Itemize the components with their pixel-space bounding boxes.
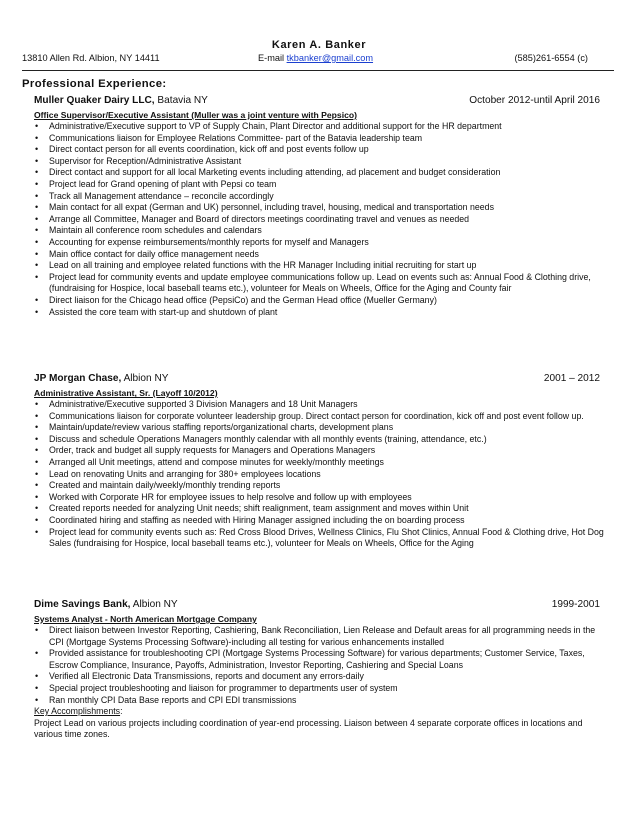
duty-item: • Verified all Electronic Data Transmissions, reports and document any errors-daily: [22, 671, 612, 683]
duty-item: • Direct contact and support for all local Marketing events including attending, ad placement and budget consideration: [22, 167, 612, 179]
duty-item: • Discuss and schedule Operations Managers monthly calendar with all monthly events (training, attendance, etc.): [22, 434, 612, 446]
job-header: [22, 95, 612, 109]
duty-item: • Worked with Corporate HR for employee issues to help resolve and follow up with employees: [22, 492, 612, 504]
key-accomplishments-heading: [22, 706, 612, 718]
duty-item: • Main office contact for daily office management needs: [22, 249, 612, 261]
duty-item: • Communications liaison for Employee Relations Committee- part of the Batavia leadership team: [22, 133, 612, 145]
job-role: Office Supervisor/Executive Assistant (Muller was a joint venture with Pepsico): [34, 110, 357, 120]
duty-item: • Provided assistance for troubleshooting CPI (Mortgage Systems Processing Software) for various departments; Customer Service, Taxes, Escrow Compliance, Insurance, Payoffs, Administration, Investor Reporting, Cashiering and Special Loans: [22, 648, 612, 671]
key-accomplishments-colon: :: [120, 706, 123, 717]
candidate-name: Karen A. Banker: [271, 39, 367, 51]
duty-item: • Administrative/Executive support to VP of Supply Chain, Plant Director and additional support for the HR department: [22, 121, 612, 133]
company-line: [34, 373, 168, 384]
header-divider: [22, 70, 614, 71]
duty-item: • Direct liaison between Investor Reporting, Cashiering, Bank Reconciliation, Lien Release and Default areas for all programming needs in the CPI (Mortgage Systems Processing Software)-including all testing for various enhancements installed: [22, 625, 612, 648]
company-name: Dime Savings Bank,: [34, 599, 131, 610]
email-label: E-mail: [258, 53, 287, 63]
duty-item: • Direct liaison for the Chicago head office (PepsiCo) and the German Head office (Mueller Germany): [22, 295, 612, 307]
duty-item: • Coordinated hiring and staffing as needed with Hiring Manager assigned including the on boarding process: [22, 515, 612, 527]
duty-item: • Administrative/Executive supported 3 Division Managers and 18 Unit Managers: [22, 399, 612, 411]
job-dates: October 2012-until April 2016: [469, 95, 600, 106]
duty-item: • Special project troubleshooting and liaison for programmer to departments user of system: [22, 683, 612, 695]
duty-item: • Accounting for expense reimbursements/monthly reports for myself and Managers: [22, 237, 612, 249]
duty-item: • Lead on all training and employee related functions with the HR Manager Including initial recruiting for start up: [22, 260, 612, 272]
job-header: [22, 373, 612, 387]
email-block: [258, 53, 373, 63]
company-line: [34, 95, 208, 106]
duty-item: • Maintain/update/review various staffing reports/organizational charts, development plans: [22, 422, 612, 434]
key-accomplishments-label: Key Accomplishments: [34, 706, 121, 717]
duty-item: • Assisted the core team with start-up and shutdown of plant: [22, 307, 612, 319]
job-duties: [22, 625, 612, 706]
job-role: Administrative Assistant, Sr. (Layoff 10/2012): [34, 388, 218, 398]
duty-item: • Project lead for Grand opening of plant with Pepsi co team: [22, 179, 612, 191]
phone: (585)261-6554 (c): [514, 53, 588, 63]
job-dates: 1999-2001: [551, 599, 600, 610]
company-name: Muller Quaker Dairy LLC,: [34, 95, 155, 106]
job-header: [22, 599, 612, 613]
duty-item: • Communications liaison for corporate volunteer leadership group. Direct contact person for coordination, kick off and post event follow up.: [22, 411, 612, 423]
duty-item: • Arrange all Committee, Manager and Board of directors meetings coordinating travel and venues as needed: [22, 214, 612, 226]
duty-item: • Project lead for community events and update employee communications follow up. Lead on events such as: Annual Food & Clothing drive, (fundraising for Hospice, local baseball teams etc.), volunteer for Meals on Wheels, Office for the Aging and County fair: [22, 272, 612, 295]
job-entry: [22, 373, 612, 550]
company-location: Albion NY: [130, 599, 178, 610]
duty-item: • Created reports needed for analyzing Unit needs; shift realignment, team assignment and moves within Unit: [22, 503, 612, 515]
duty-item: • Direct contact person for all events coordination, kick off and post events follow up: [22, 144, 612, 156]
email-link[interactable]: tkbanker@gmail.com: [286, 53, 374, 63]
duty-item: • Maintain all conference room schedules and calendars: [22, 225, 612, 237]
duty-item: • Ran monthly CPI Data Base reports and CPI EDI transmissions: [22, 695, 612, 707]
job-duties: [22, 121, 612, 318]
company-name: JP Morgan Chase,: [34, 373, 122, 384]
company-location: Albion NY: [121, 373, 169, 384]
address: 13810 Allen Rd. Albion, NY 14411: [22, 53, 160, 63]
duty-item: • Main contact for all expat (German and UK) personnel, including travel, housing, medical and transportation needs: [22, 202, 612, 214]
duty-item: • Track all Management attendance – reconcile accordingly: [22, 191, 612, 203]
section-title: Professional Experience:: [22, 78, 167, 90]
duty-item: • Supervisor for Reception/Administrative Assistant: [22, 156, 612, 168]
key-accomplishments-text: Project Lead on various projects including coordination of year-end processing. Liaison between 4 separate corporate offices in locations and various time zones.: [34, 717, 583, 740]
duty-item: • Lead on renovating Units and arranging for 380+ employees locations: [22, 469, 612, 481]
company-location: Batavia NY: [154, 95, 208, 106]
duty-item: • Arranged all Unit meetings, attend and compose minutes for weekly/monthly meetings: [22, 457, 612, 469]
job-entry: [22, 95, 612, 318]
job-entry: [22, 599, 612, 741]
duty-item: • Order, track and budget all supply requests for Managers and Operations Managers: [22, 445, 612, 457]
job-dates: 2001 – 2012: [543, 373, 600, 384]
job-duties: [22, 399, 612, 550]
duty-item: • Project lead for community events such as: Red Cross Blood Drives, Wellness Clinics, Flu Shot Clinics, Annual Food & Clothing drive, Hot Dog Sales (fundraising for Hospice, local baseball teams etc.), volunteer for Meals on Wheels, Office for the Aging: [22, 527, 612, 550]
company-line: [34, 599, 178, 610]
job-role: Systems Analyst - North American Mortgage Company: [34, 614, 257, 624]
duty-item: • Created and maintain daily/weekly/monthly trending reports: [22, 480, 612, 492]
